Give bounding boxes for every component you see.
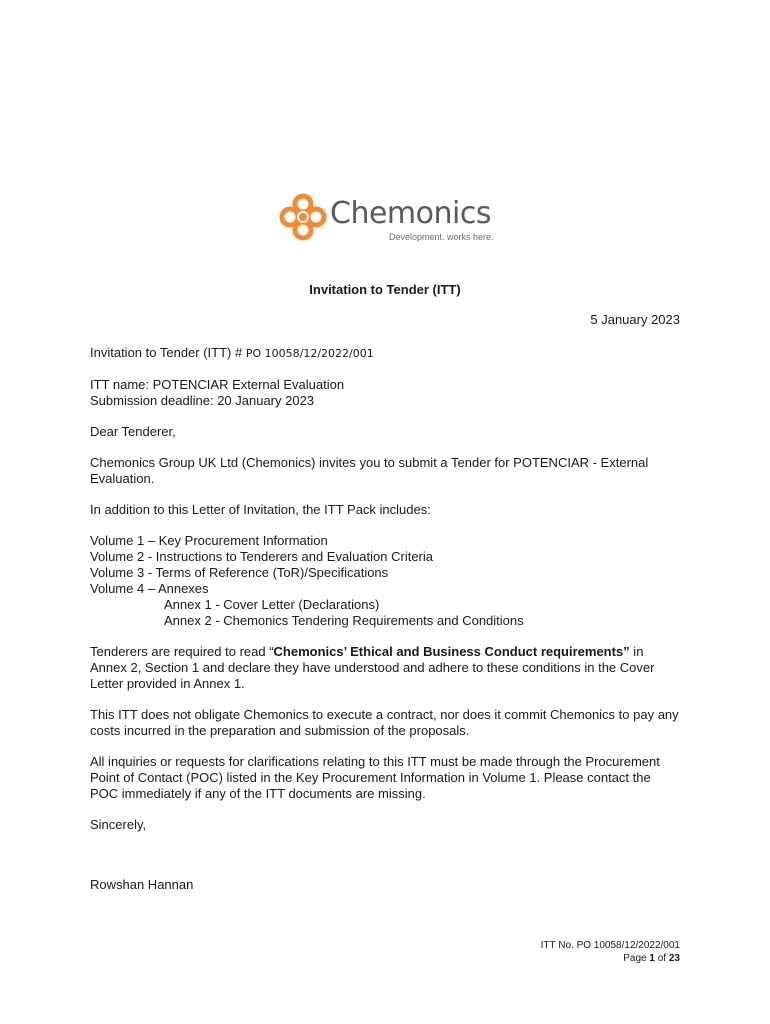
document-title: Invitation to Tender (ITT) bbox=[309, 282, 461, 297]
chemonics-logo-icon bbox=[278, 192, 328, 242]
signatory-name: Rowshan Hannan bbox=[90, 877, 194, 892]
salutation: Dear Tenderer, bbox=[90, 424, 176, 439]
closing: Sincerely, bbox=[90, 817, 147, 832]
page-current: 1 bbox=[649, 953, 655, 964]
page-label: Page bbox=[623, 953, 650, 964]
page-footer bbox=[541, 939, 680, 965]
intro-paragraph: Chemonics Group UK Ltd (Chemonics) invites you to submit a Tender for POTENCIAR - External Evaluation. bbox=[90, 455, 649, 486]
ethics-paragraph bbox=[90, 644, 680, 692]
ethics-text-end: in Annex 2, Section 1 and declare they have understood and adhere to these conditions in the Cover Letter provided in Annex 1. bbox=[90, 644, 655, 691]
inquiries-paragraph: All inquiries or requests for clarifications relating to this ITT must be made through the Procurement Point of Contact (POC) listed in the Key Procurement Information in Volume 1. Please contact the POC immediately if any of the ITT documents are missing. bbox=[90, 754, 660, 801]
chemonics-logo bbox=[278, 192, 498, 246]
footer-itt-reference: ITT No. PO 10058/12/2022/001 bbox=[540, 940, 680, 951]
ethics-requirements-title: Chemonics’ Ethical and Business Conduct requirements” bbox=[273, 644, 630, 659]
logo-wordmark: Chemonics bbox=[330, 196, 491, 231]
annex-item: Annex 2 - Chemonics Tendering Requirements and Conditions bbox=[164, 613, 524, 628]
document-date: 5 January 2023 bbox=[590, 312, 680, 327]
page-number bbox=[541, 952, 680, 965]
letter-body bbox=[90, 345, 680, 893]
itt-name: ITT name: POTENCIAR External Evaluation bbox=[90, 377, 345, 392]
page-total: 23 bbox=[668, 953, 680, 964]
itt-reference-label: Invitation to Tender (ITT) # bbox=[90, 345, 246, 360]
itt-reference bbox=[90, 345, 680, 362]
itt-reference-number: PO 10058/12/2022/001 bbox=[245, 347, 374, 360]
page-of: of bbox=[654, 953, 669, 964]
ethics-text-start: Tenderers are required to read “ bbox=[90, 644, 274, 659]
obligation-paragraph: This ITT does not obligate Chemonics to execute a contract, nor does it commit Chemonics to pay any costs incurred in the preparation and submission of the proposals. bbox=[90, 707, 679, 738]
submission-deadline: Submission deadline: 20 January 2023 bbox=[90, 393, 315, 408]
logo-tagline: Development. works here. bbox=[389, 232, 494, 242]
volume-item: Volume 4 – Annexes bbox=[90, 581, 209, 596]
annex-item: Annex 1 - Cover Letter (Declarations) bbox=[164, 597, 380, 612]
volume-item: Volume 3 - Terms of Reference (ToR)/Specifications bbox=[90, 565, 389, 580]
volume-item: Volume 1 – Key Procurement Information bbox=[90, 533, 328, 548]
pack-intro: In addition to this Letter of Invitation, the ITT Pack includes: bbox=[90, 502, 431, 517]
volume-item: Volume 2 - Instructions to Tenderers and Evaluation Criteria bbox=[90, 549, 433, 564]
